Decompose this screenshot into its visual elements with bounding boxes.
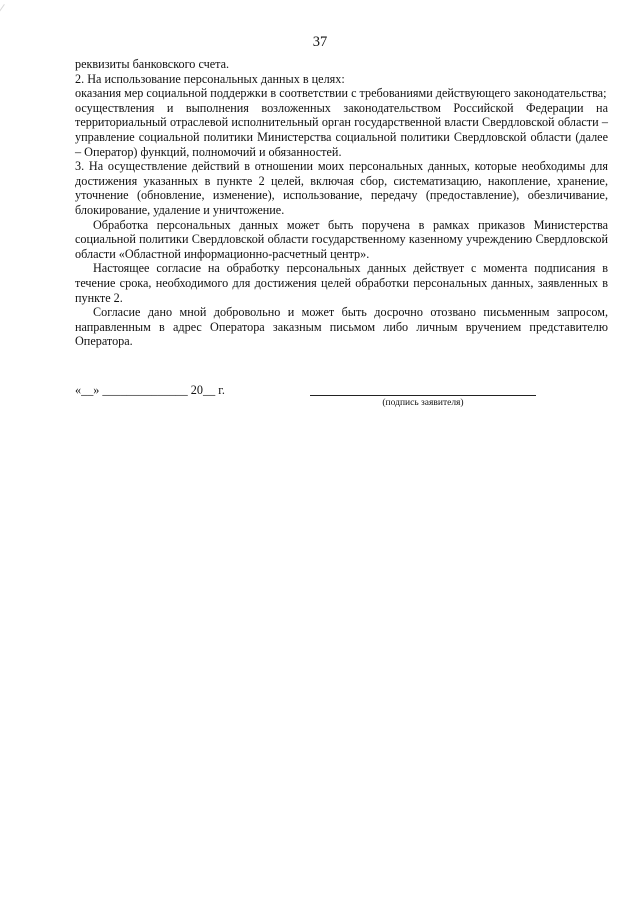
paragraph-validity-period: Настоящее согласие на обработку персональных данных действует с момента подписания в течение срока, необходимого для достижения целей обработки персональных данных, заявленных в пункте 2. — [75, 261, 608, 305]
paragraph-purpose-social-support: оказания мер социальной поддержки в соответствии с требованиями действующего законодательства; — [75, 86, 607, 101]
paragraph-purpose-heading: 2. На использование персональных данных в целях: — [75, 71, 345, 86]
paragraph-bank-details: реквизиты банковского счета. — [75, 57, 230, 71]
paragraph-processing-actions: 3. На осуществление действий в отношении моих персональных данных, которые необходимы для достижения указанных в пункте 2 целей, включая сбор, систематизацию, накопление, хранение, уточнение (обновление, изменение), использование, передачу (предоставление), обезличивание, блокирование, удаление и уничтожение. — [75, 159, 608, 217]
paragraph-purpose-operator-duties: осуществления и выполнения возложенных законодательством Российской Федерации на территориальный отраслевой исполнительный орган государственной власти Свердловской области – управление социальной политики Министерства социальной политики Свердловской области (далее – Оператор) функций, полномочий и обязанностей. — [75, 100, 608, 159]
date-field: «__» ______________ 20__ г. — [75, 383, 225, 397]
document-body — [75, 57, 608, 349]
page-number: 37 — [312, 34, 328, 50]
scan-corner-mark — [0, 4, 13, 19]
paragraph-revocation: Согласие дано мной добровольно и может быть досрочно отозвано письменным запросом, направленным в адрес Оператора заказным письмом либо личным вручением представителю Оператора. — [75, 305, 608, 349]
signature-block — [75, 383, 608, 413]
signature-line — [310, 395, 536, 396]
paragraph-delegation: Обработка персональных данных может быть поручена в рамках приказов Министерства социальной политики Свердловской области государственному казенному учреждению Свердловской области «Областной информационно-расчетный центр». — [75, 217, 608, 261]
signature-caption: (подпись заявителя) — [382, 398, 464, 408]
